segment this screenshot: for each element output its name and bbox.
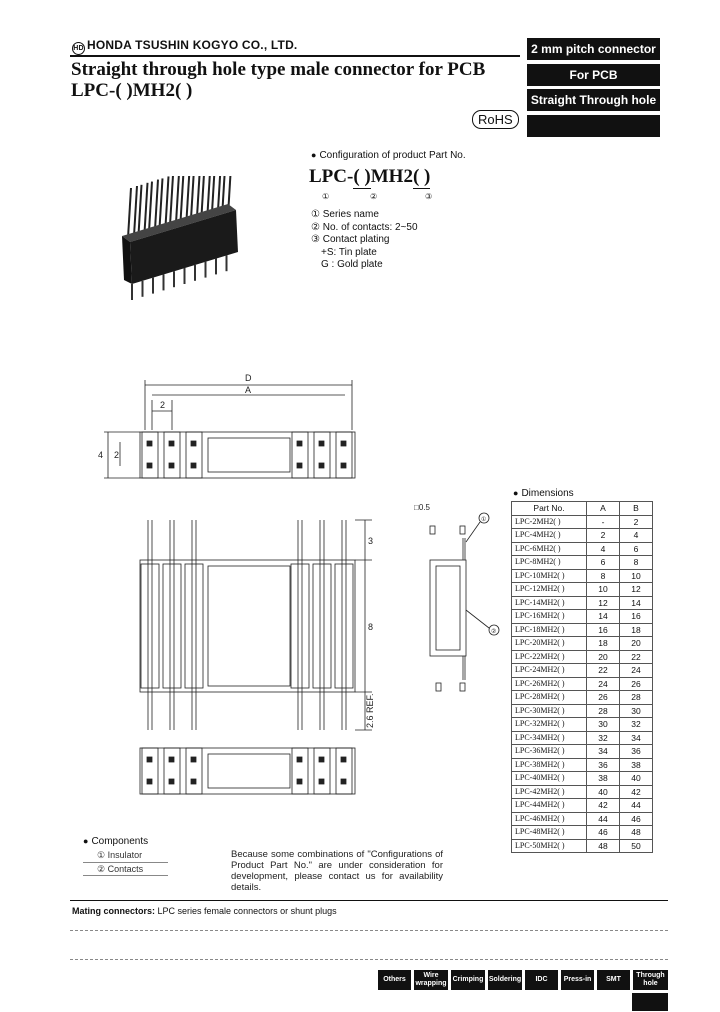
cell-a: 22 <box>587 664 620 678</box>
mating-label: Mating connectors: <box>72 906 156 916</box>
header-rule <box>70 55 520 57</box>
cell-a: 24 <box>587 677 620 691</box>
cell-part-no: LPC-26MH2( ) <box>512 677 587 691</box>
cell-a: 10 <box>587 583 620 597</box>
nav-idc[interactable]: IDC <box>525 970 558 990</box>
table-row <box>512 610 653 624</box>
dim-label-8: 8 <box>368 622 374 632</box>
component-marker: ① <box>97 850 106 860</box>
cell-part-no: LPC-20MH2( ) <box>512 637 587 651</box>
cell-b: 10 <box>620 569 653 583</box>
cell-a: 4 <box>587 542 620 556</box>
config-heading: ● Configuration of product Part No. <box>311 150 466 161</box>
nav-press-in[interactable]: Press-in <box>561 970 594 990</box>
cell-a: 32 <box>587 731 620 745</box>
cell-a: 44 <box>587 812 620 826</box>
col-header-b: B <box>620 502 653 516</box>
tag-through-hole: Straight Through hole <box>527 89 660 111</box>
cell-a: 36 <box>587 758 620 772</box>
config-code-contacts: ( ) <box>353 166 371 187</box>
cell-part-no: LPC-36MH2( ) <box>512 745 587 759</box>
cell-a: 20 <box>587 650 620 664</box>
config-item: ③ Contact plating <box>311 234 390 245</box>
cell-a: 18 <box>587 637 620 651</box>
company-name-text: HONDA TSUSHIN KOGYO CO., LTD. <box>87 38 298 52</box>
cell-a: 8 <box>587 569 620 583</box>
cell-part-no: LPC-32MH2( ) <box>512 718 587 732</box>
table-row <box>512 569 653 583</box>
cell-a: 28 <box>587 704 620 718</box>
config-item: G : Gold plate <box>321 259 383 270</box>
cell-b: 38 <box>620 758 653 772</box>
cell-part-no: LPC-46MH2( ) <box>512 812 587 826</box>
config-index-2: ② <box>370 192 378 201</box>
config-code-series: MH2 <box>370 166 413 187</box>
cell-part-no: LPC-12MH2( ) <box>512 583 587 597</box>
cell-a: 30 <box>587 718 620 732</box>
cell-b: 2 <box>620 515 653 529</box>
cell-b: 18 <box>620 623 653 637</box>
table-row <box>512 583 653 597</box>
cell-a: 46 <box>587 826 620 840</box>
col-header-a: A <box>587 502 620 516</box>
product-part-number: LPC-( )MH2( ) <box>71 80 193 101</box>
nav-wire-wrapping[interactable]: Wire wrapping <box>414 970 448 990</box>
cell-part-no: LPC-2MH2( ) <box>512 515 587 529</box>
cell-a: 48 <box>587 839 620 853</box>
cell-part-no: LPC-48MH2( ) <box>512 826 587 840</box>
cell-a: 26 <box>587 691 620 705</box>
cell-b: 48 <box>620 826 653 840</box>
tag-for-pcb: For PCB <box>527 64 660 86</box>
cell-b: 36 <box>620 745 653 759</box>
cell-b: 34 <box>620 731 653 745</box>
config-index-3: ③ <box>425 192 433 201</box>
table-row <box>512 623 653 637</box>
cell-part-no: LPC-50MH2( ) <box>512 839 587 853</box>
table-row <box>512 650 653 664</box>
cell-b: 28 <box>620 691 653 705</box>
cell-part-no: LPC-40MH2( ) <box>512 772 587 786</box>
cell-b: 24 <box>620 664 653 678</box>
cell-b: 32 <box>620 718 653 732</box>
cell-b: 12 <box>620 583 653 597</box>
table-row <box>512 637 653 651</box>
nav-others[interactable]: Others <box>378 970 411 990</box>
cell-a: 34 <box>587 745 620 759</box>
dimensions-heading: ● Dimensions <box>513 488 574 499</box>
table-row <box>512 556 653 570</box>
cell-b: 46 <box>620 812 653 826</box>
cell-b: 40 <box>620 772 653 786</box>
cell-part-no: LPC-16MH2( ) <box>512 610 587 624</box>
config-index-1: ① <box>322 192 330 201</box>
cell-part-no: LPC-42MH2( ) <box>512 785 587 799</box>
cell-b: 4 <box>620 529 653 543</box>
cell-part-no: LPC-28MH2( ) <box>512 691 587 705</box>
cell-b: 22 <box>620 650 653 664</box>
page-title: Straight through hole type male connector for PCB <box>71 59 486 80</box>
cell-a: 2 <box>587 529 620 543</box>
config-code-plating: ( ) <box>412 166 431 187</box>
mating-text: LPC series female connectors or shunt plugs <box>157 906 337 916</box>
table-row <box>512 839 653 853</box>
table-row <box>512 718 653 732</box>
table-row <box>512 677 653 691</box>
cell-part-no: LPC-24MH2( ) <box>512 664 587 678</box>
nav-soldering[interactable]: Soldering <box>488 970 522 990</box>
cell-b: 20 <box>620 637 653 651</box>
table-row <box>512 691 653 705</box>
cell-part-no: LPC-34MH2( ) <box>512 731 587 745</box>
component-contacts <box>83 863 168 877</box>
cell-part-no: LPC-8MH2( ) <box>512 556 587 570</box>
cell-a: - <box>587 515 620 529</box>
config-part-code <box>309 166 430 189</box>
cell-b: 8 <box>620 556 653 570</box>
cell-a: 16 <box>587 623 620 637</box>
cell-part-no: LPC-18MH2( ) <box>512 623 587 637</box>
components-table <box>83 849 168 876</box>
table-row <box>512 799 653 813</box>
component-label: Insulator <box>107 850 143 860</box>
nav-smt[interactable]: SMT <box>597 970 630 990</box>
table-row <box>512 664 653 678</box>
dim-label-height-2: 2 <box>114 450 120 460</box>
cell-part-no: LPC-6MH2( ) <box>512 542 587 556</box>
footer-rule <box>70 900 668 901</box>
dim-label-a: A <box>245 385 252 395</box>
dim-label-pitch: 2 <box>160 400 166 410</box>
cell-a: 6 <box>587 556 620 570</box>
table-row <box>512 812 653 826</box>
cell-b: 6 <box>620 542 653 556</box>
company-logo: HD <box>72 42 85 55</box>
pin-detail-drawing <box>408 498 504 698</box>
cell-b: 14 <box>620 596 653 610</box>
cell-part-no: LPC-4MH2( ) <box>512 529 587 543</box>
nav-crimping[interactable]: Crimping <box>451 970 485 990</box>
availability-note: Because some combinations of "Configurations of Product Part No." are under consideration for development, please contact us for availability details. <box>231 849 443 893</box>
cell-a: 42 <box>587 799 620 813</box>
col-header-part-no: Part No. <box>512 502 587 516</box>
table-row <box>512 596 653 610</box>
cell-b: 50 <box>620 839 653 853</box>
cell-a: 38 <box>587 772 620 786</box>
dim-label-d: D <box>245 373 252 383</box>
cell-a: 12 <box>587 596 620 610</box>
page-marker <box>632 993 668 1011</box>
cell-part-no: LPC-38MH2( ) <box>512 758 587 772</box>
cell-b: 26 <box>620 677 653 691</box>
dim-label-height-4: 4 <box>98 450 104 460</box>
table-row <box>512 529 653 543</box>
pin-callout-1: ① <box>481 517 487 523</box>
component-insulator <box>83 849 168 863</box>
cell-b: 42 <box>620 785 653 799</box>
nav-through-hole[interactable]: Through hole <box>633 970 668 990</box>
table-row <box>512 731 653 745</box>
dashed-rule-1 <box>70 930 668 931</box>
dim-label-ref: 2.6 REF. <box>365 693 375 728</box>
table-row <box>512 745 653 759</box>
cell-b: 16 <box>620 610 653 624</box>
mating-connectors <box>72 906 337 916</box>
table-row <box>512 704 653 718</box>
connector-photo <box>118 176 248 302</box>
table-row <box>512 772 653 786</box>
cell-a: 40 <box>587 785 620 799</box>
component-label: Contacts <box>107 863 144 874</box>
tag-pitch: 2 mm pitch connector <box>527 38 660 60</box>
config-list <box>311 209 418 272</box>
pin-callout-2: ② <box>491 629 497 635</box>
rohs-badge: RoHS <box>472 110 519 129</box>
config-code-prefix: LPC- <box>309 166 354 187</box>
cell-part-no: LPC-10MH2( ) <box>512 569 587 583</box>
table-row <box>512 542 653 556</box>
config-item: ② No. of contacts: 2~50 <box>311 221 418 233</box>
config-item: +S: Tin plate <box>321 246 377 258</box>
dim-label-3: 3 <box>368 536 374 546</box>
pin-size-label: □0.5 <box>414 503 430 512</box>
table-row <box>512 826 653 840</box>
table-row <box>512 785 653 799</box>
config-item: ① Series name <box>311 209 379 220</box>
dimensions-table <box>511 501 653 853</box>
cell-part-no: LPC-44MH2( ) <box>512 799 587 813</box>
cell-b: 44 <box>620 799 653 813</box>
component-marker: ② <box>97 863 106 874</box>
table-row <box>512 515 653 529</box>
cell-part-no: LPC-14MH2( ) <box>512 596 587 610</box>
cell-part-no: LPC-22MH2( ) <box>512 650 587 664</box>
cell-part-no: LPC-30MH2( ) <box>512 704 587 718</box>
cell-a: 14 <box>587 610 620 624</box>
company-name <box>72 38 297 55</box>
technical-drawing <box>90 370 420 840</box>
tag-blank <box>527 115 660 137</box>
components-heading: ● Components <box>83 836 148 847</box>
cell-b: 30 <box>620 704 653 718</box>
dashed-rule-2 <box>70 959 668 960</box>
table-row <box>512 758 653 772</box>
